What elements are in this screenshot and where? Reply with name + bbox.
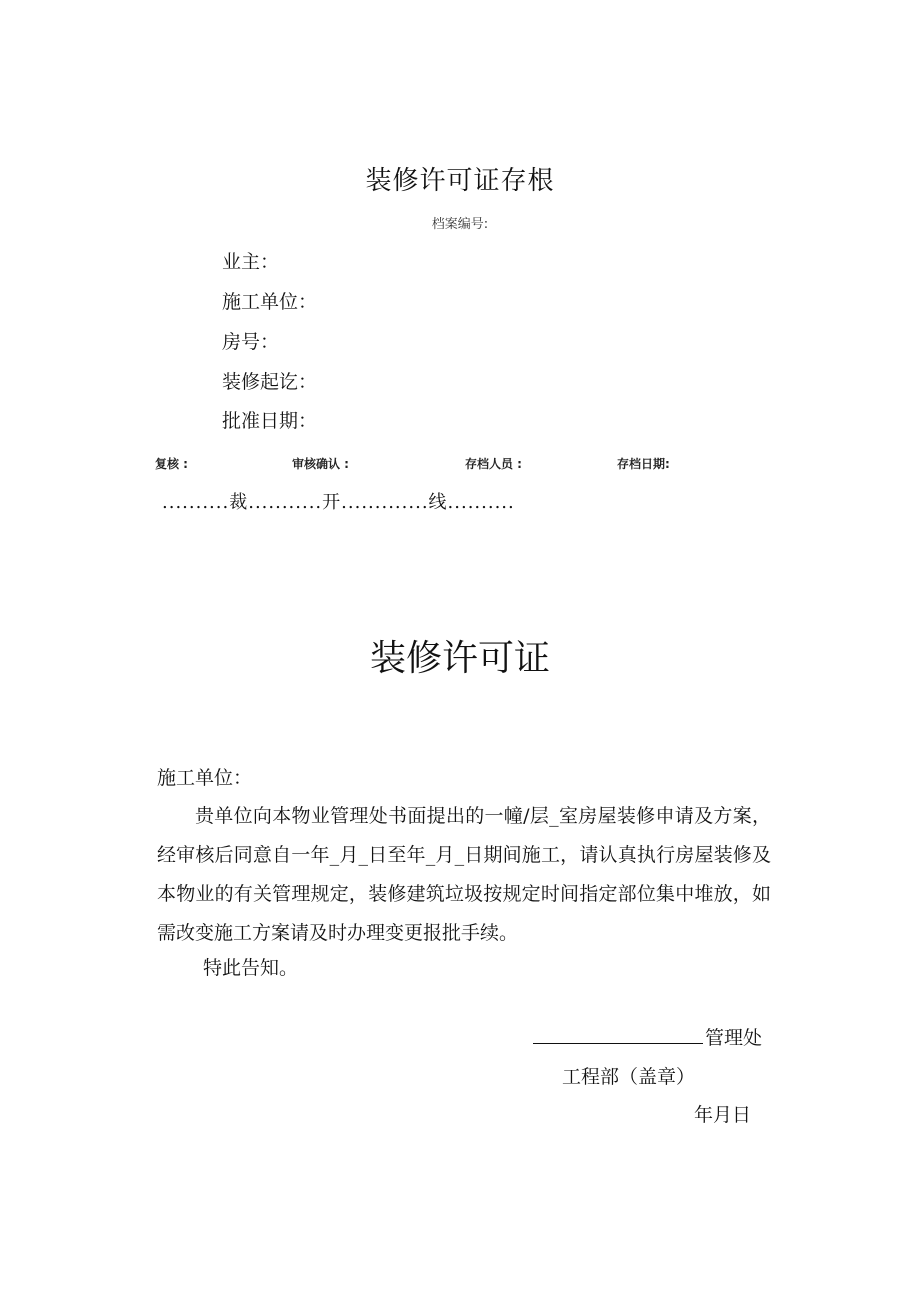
contractor-field-label: 施工单位： [222, 291, 318, 313]
engineering-dept-seal: 工程部（盖章） [562, 1066, 696, 1088]
permit-notice: 特此告知。 [203, 957, 299, 979]
archive-number-label: 档案编号: [431, 217, 489, 232]
owner-field-label: 业主： [222, 251, 280, 273]
cut-line-divider: ..........裁...........开.............线.......... [162, 492, 515, 513]
management-office-label: 管理处 [705, 1027, 763, 1049]
renovation-period-field-label: 装修起讫： [222, 371, 318, 393]
management-office-signature [533, 1023, 762, 1050]
permit-addressee: 施工单位： [157, 767, 253, 789]
archive-date-signature-label: 存档日期: [617, 457, 670, 471]
archivist-signature-label: 存档人员 : [465, 457, 522, 471]
room-number-field-label: 房号： [222, 331, 280, 353]
signature-blank-line [533, 1025, 703, 1044]
signature-date: 年月日 [694, 1104, 752, 1126]
stub-title: 装修许可证存根 [365, 166, 555, 196]
permit-body-paragraph: 贵单位向本物业管理处书面提出的一幢/层_室房屋装修申请及方案，经审核后同意自一年_月_日至年_月_日期间施工，请认真执行房屋装修及本物业的有关管理规定，装修建筑垃圾按规定时间指定部位集中堆放，如需改变施工方案请及时办理变更报批手续。 [157, 805, 771, 944]
review-signature-label: 复核 : [155, 457, 188, 471]
permit-title: 装修许可证 [369, 638, 550, 679]
approval-date-field-label: 批准日期： [222, 410, 318, 432]
audit-confirm-signature-label: 审核确认 : [292, 457, 349, 471]
